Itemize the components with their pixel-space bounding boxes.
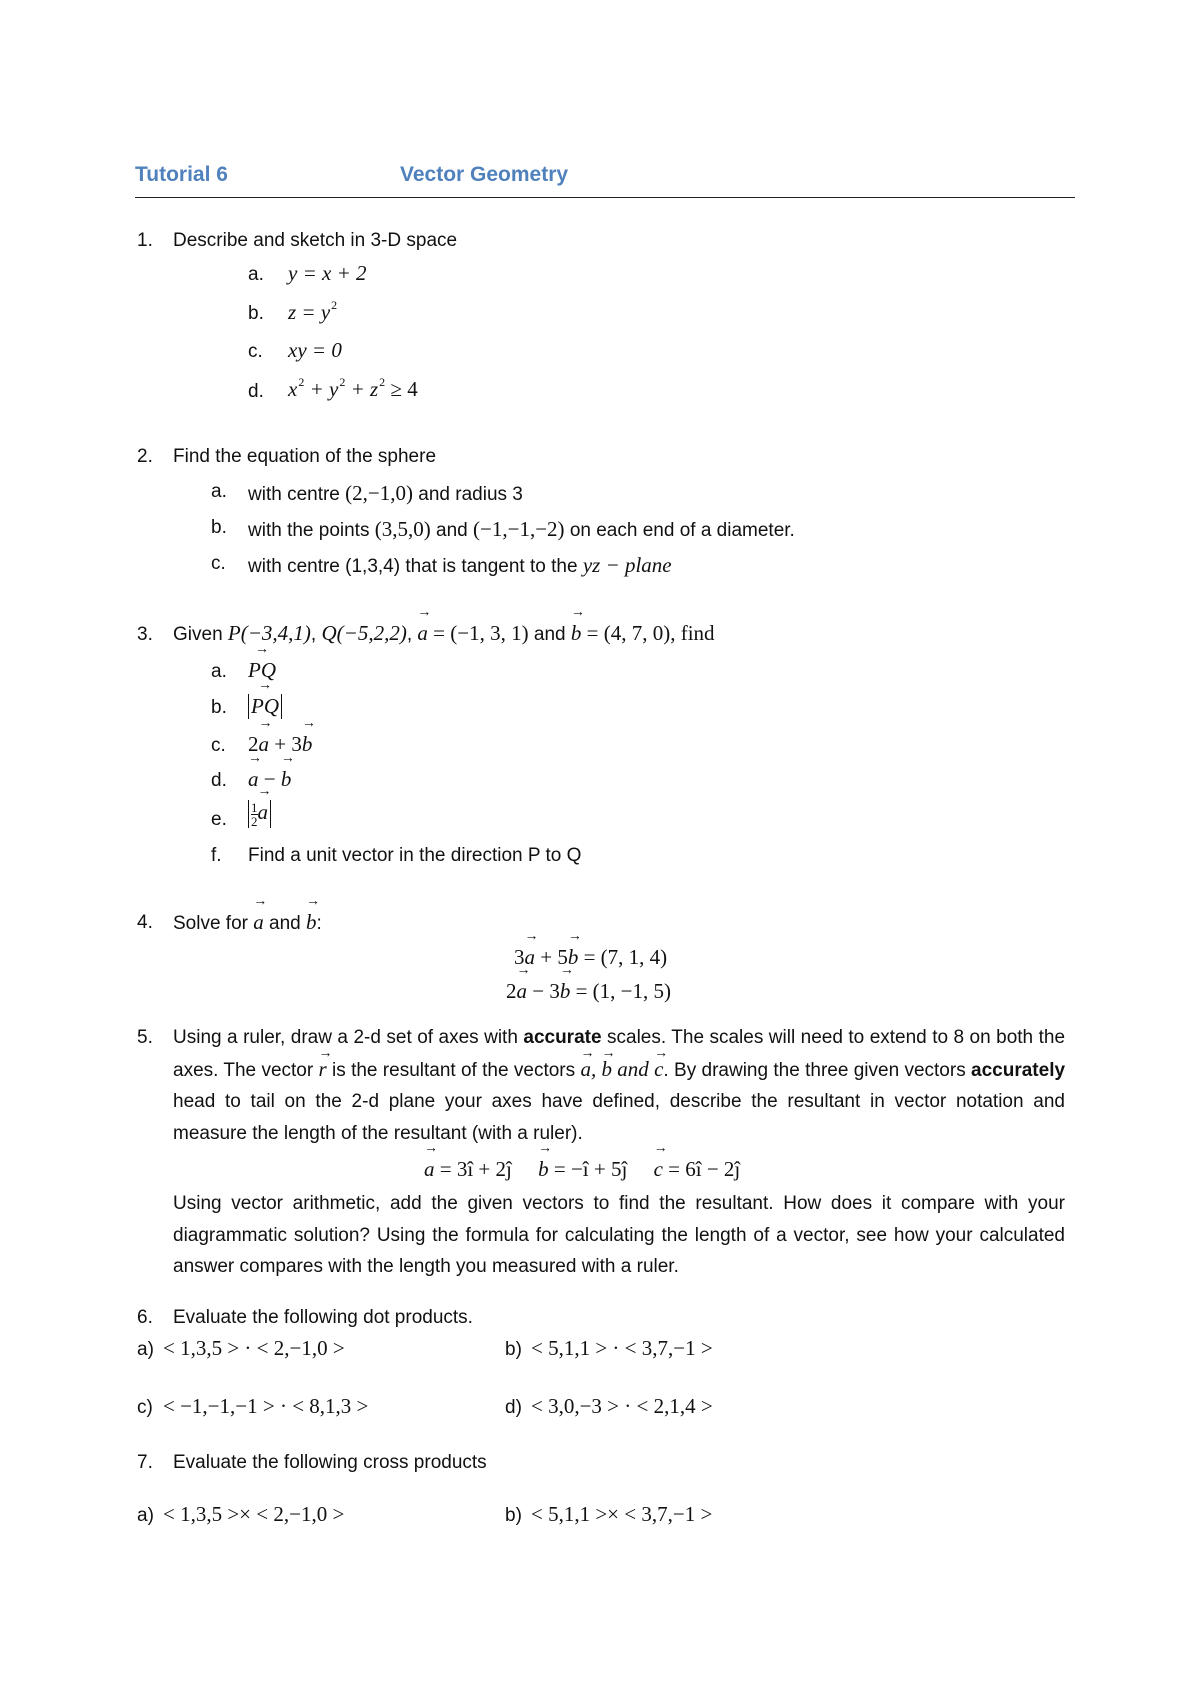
q3a-label: a. <box>211 661 227 682</box>
q7b-expr: < 5,1,1 >× < 3,7,−1 > <box>531 1502 713 1526</box>
q2-text: Find the equation of the sphere <box>173 446 437 467</box>
q2b-label: b. <box>211 517 227 538</box>
q3-number: 3. <box>137 624 153 645</box>
q1a-label: a. <box>248 264 264 285</box>
q4-eq1-rhs: = (7, 1, 4) <box>583 945 668 969</box>
q1b-eq: z = y <box>288 300 331 324</box>
q3-and: and <box>533 624 566 645</box>
q3d-label: d. <box>211 770 227 791</box>
q3-point-q: Q(−5,2,2) <box>321 621 407 645</box>
q3-b-value: = (4, 7, 0), find <box>586 621 715 645</box>
q2a-t1: with centre <box>248 484 340 505</box>
q2c-plane: yz − plane <box>582 553 672 577</box>
q4-text: Solve for <box>173 913 248 934</box>
tutorial-topic: Vector Geometry <box>400 163 569 186</box>
q7b-label: b) <box>505 1505 522 1526</box>
q3a-pq: → PQ <box>248 658 276 683</box>
q3f-text: Find a unit vector in the direction P to Q <box>248 845 582 866</box>
q2c-line <box>248 553 672 578</box>
q6d-expr: < 3,0,−3 > · < 2,1,4 > <box>531 1394 713 1418</box>
q2-number: 2. <box>137 446 153 467</box>
q1d-eq: $x^2 + y^2 + z^2 \ge 4$ <box>288 375 418 401</box>
q1-number: 1. <box>137 230 153 251</box>
q4-vec-a: → a <box>253 910 264 935</box>
q2b-point2: (−1,−1,−2) <box>473 517 565 541</box>
q1c-label: c. <box>248 341 263 362</box>
q1b-exp: 2 <box>331 298 338 312</box>
q5-number: 5. <box>137 1027 153 1048</box>
q5-paragraph-1: Using a ruler, draw a 2-d set of axes with accurate scales. The scales will need to extend to 8 on both the axes. The vector → r is the resultant of the vectors → a, → b and → c. By drawing the three given vectors accurately head to tail on the 2-d plane your axes have defined, describe the resultant in vector notation and measure the length of the resultant (with a ruler). <box>173 1022 1065 1149</box>
q3e-expr: $\frac{1}{2}$ → a <box>248 800 271 828</box>
q5-vectors: → a = 3î + 2ĵ → b = −î + 5ĵ → c = 6î − 2ĵ <box>424 1157 740 1182</box>
q4-eq1: 3→ a + 5→ b = (7, 1, 4) <box>514 945 667 970</box>
q1a-eq: y = x + 2 <box>288 261 367 285</box>
q1b-eq-wrap <box>288 300 337 325</box>
q4-number: 4. <box>137 912 153 933</box>
q7-text: Evaluate the following cross products <box>173 1452 487 1473</box>
q6a-label: a) <box>137 1339 154 1360</box>
q1b-label: b. <box>248 303 264 324</box>
q3-point-p: P(−3,4,1) <box>227 621 311 645</box>
q7-number: 7. <box>137 1452 153 1473</box>
q2b-line <box>248 517 795 542</box>
q2a-label: a. <box>211 481 227 502</box>
q6c-label: c) <box>137 1397 153 1418</box>
q1c-eq: xy = 0 <box>288 338 342 362</box>
q7a-label: a) <box>137 1505 154 1526</box>
q3d-expr: → a − → b <box>248 767 291 792</box>
q3c-expr: 2→ a + 3→ b <box>248 732 312 757</box>
q2b-t1: with the points <box>248 520 370 541</box>
q3-line: Given P(−3,4,1), Q(−5,2,2), → a = (−1, 3, 1) and → b = (4, 7, 0), find <box>173 621 715 646</box>
q5-paragraph-2: Using vector arithmetic, add the given vectors to find the resultant. How does it compare with your diagrammatic solution? Using the formula for calculating the length of a vector, see how your calculated answer compares with the length you measured with a ruler. <box>173 1193 1065 1277</box>
q3b-label: b. <box>211 697 227 718</box>
q4-and: and <box>269 913 301 934</box>
q1d-label: d. <box>248 381 264 402</box>
q2b-t2: and <box>436 520 468 541</box>
q6a-expr: < 1,3,5 > · < 2,−1,0 > <box>163 1336 345 1360</box>
tutorial-number: Tutorial 6 <box>135 163 228 186</box>
q6-number: 6. <box>137 1307 153 1328</box>
q3-vec-b: → b <box>571 621 582 646</box>
q3-vec-a: → a <box>417 621 428 646</box>
q6-text: Evaluate the following dot products. <box>173 1307 473 1328</box>
q4-line: Solve for → a and → b: <box>173 910 322 935</box>
q4-eq2: 2→ a − 3→ b = (1, −1, 5) <box>506 979 671 1004</box>
q2c-t1: with centre (1,3,4) that is tangent to the <box>248 556 578 577</box>
q6c-expr: < −1,−1,−1 > · < 8,1,3 > <box>163 1394 369 1418</box>
q3-a-value: = (−1, 3, 1) <box>433 621 529 645</box>
q4-eq2-rhs: = (1, −1, 5) <box>575 979 672 1003</box>
q1-text: Describe and sketch in 3-D space <box>173 230 458 251</box>
q6b-expr: < 5,1,1 > · < 3,7,−1 > <box>531 1336 713 1360</box>
header-rule <box>135 197 1075 198</box>
q3e-label: e. <box>211 809 227 830</box>
q2a-line <box>248 481 523 506</box>
q4-vec-b: → b <box>306 910 317 935</box>
q2a-t2: and radius 3 <box>418 484 523 505</box>
q3c-label: c. <box>211 735 226 756</box>
q2b-t3: on each end of a diameter. <box>569 520 795 541</box>
q6b-label: b) <box>505 1339 522 1360</box>
q7a-expr: < 1,3,5 >× < 2,−1,0 > <box>163 1502 345 1526</box>
q2c-label: c. <box>211 553 226 574</box>
q3-given: Given <box>173 624 223 645</box>
q2b-point1: (3,5,0) <box>374 517 431 541</box>
q2a-centre: (2,−1,0) <box>345 481 413 505</box>
q3b-pq: → PQ <box>251 694 279 719</box>
q3f-label: f. <box>211 845 222 866</box>
q6d-label: d) <box>505 1397 522 1418</box>
